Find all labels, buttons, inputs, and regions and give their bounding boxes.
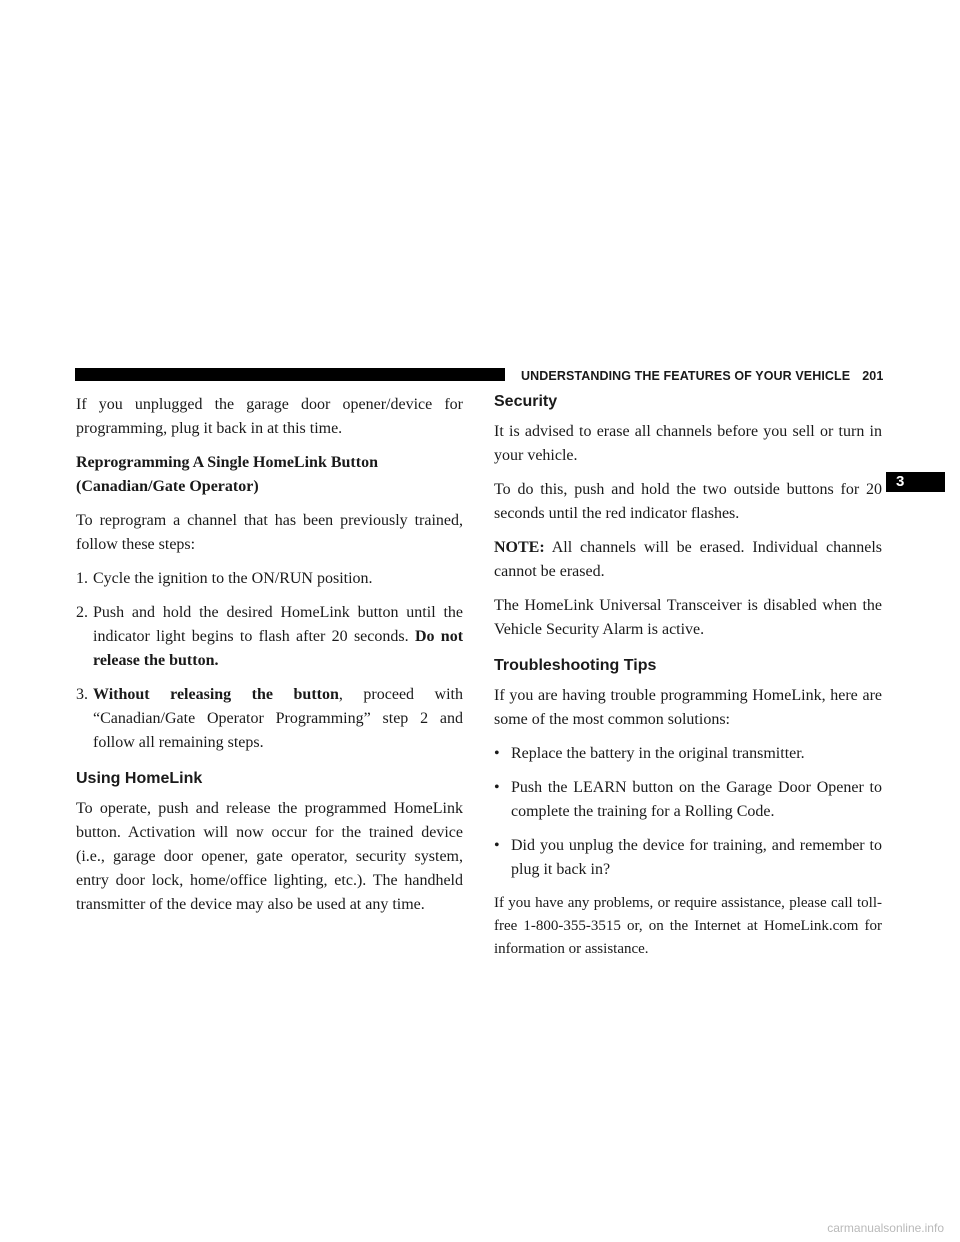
bullet-icon: • (494, 837, 500, 854)
step-number: 3. (76, 686, 88, 703)
security-paragraph-2: To do this, push and hold the two outside buttons for 20 seconds until the red indicator flashes. (494, 481, 882, 522)
troubleshooting-list (494, 742, 882, 882)
security-paragraph-1: It is advised to erase all channels before you sell or turn in your vehicle. (494, 423, 882, 464)
contact-paragraph: If you have any problems, or require assistance, please call toll-free 1-800-355-3515 or, on the Internet at HomeLink.com for information or assistance. (494, 895, 882, 957)
using-homelink-heading: Using HomeLink (76, 770, 203, 787)
step-number: 1. (76, 570, 88, 587)
watermark: carmanualsonline.info (827, 1221, 944, 1235)
step-3 (76, 683, 463, 755)
bullet-icon: • (494, 745, 500, 762)
step-text: , proceed with “Canadian/Gate Operator Programming” step 2 and follow all remaining steps. (93, 686, 464, 751)
security-heading: Security (494, 393, 558, 410)
security-paragraph-3: The HomeLink Universal Transceiver is disabled when the Vehicle Security Alarm is active. (494, 597, 882, 638)
intro-paragraph: If you unplugged the garage door opener/device for programming, plug it back in at this time. (76, 396, 463, 437)
chapter-tab: 3 (886, 472, 945, 492)
troubleshooting-intro: If you are having trouble programming HomeLink, here are some of the most common solutions: (494, 687, 882, 728)
step-emphasis: Without releasing the button (93, 686, 339, 703)
note-text: All channels will be erased. Individual channels cannot be erased. (494, 539, 883, 580)
bullet-icon: • (494, 779, 500, 796)
reprogram-subheading: Reprogramming A Single HomeLink Button (Canadian/Gate Operator) (76, 454, 378, 495)
step-emphasis: Do not release the button. (93, 628, 464, 669)
step-number: 2. (76, 604, 88, 621)
running-header (521, 369, 883, 383)
step-1 (76, 567, 463, 591)
header-rule (75, 368, 505, 381)
using-homelink-text: To operate, push and release the programmed HomeLink button. Activation will now occur for the trained device (i.e., garage door opener, gate operator, security system, entry door lock, home/office lighting, etc.). The handheld transmitter of the device may also be used at any time. (76, 800, 463, 913)
list-item: • Did you unplug the device for training, and remember to plug it back in? (494, 834, 882, 882)
page-number: 201 (862, 369, 884, 383)
list-item: • Push the LEARN button on the Garage Door Opener to complete the training for a Rolling Code. (494, 776, 882, 824)
note-paragraph (494, 536, 882, 584)
list-item: • Replace the battery in the original transmitter. (494, 742, 882, 766)
right-column (494, 392, 882, 971)
left-column (76, 393, 463, 927)
troubleshooting-heading: Troubleshooting Tips (494, 657, 657, 674)
step-text: Push and hold the desired HomeLink button until the indicator light begins to flash after 20 seconds. (93, 604, 463, 645)
reprogram-intro: To reprogram a channel that has been previously trained, follow these steps: (76, 512, 463, 553)
step-2 (76, 601, 463, 673)
header-title: UNDERSTANDING THE FEATURES OF YOUR VEHICLE (521, 369, 851, 383)
note-label: NOTE: (494, 539, 545, 556)
step-text: Cycle the ignition to the ON/RUN position. (93, 570, 373, 587)
